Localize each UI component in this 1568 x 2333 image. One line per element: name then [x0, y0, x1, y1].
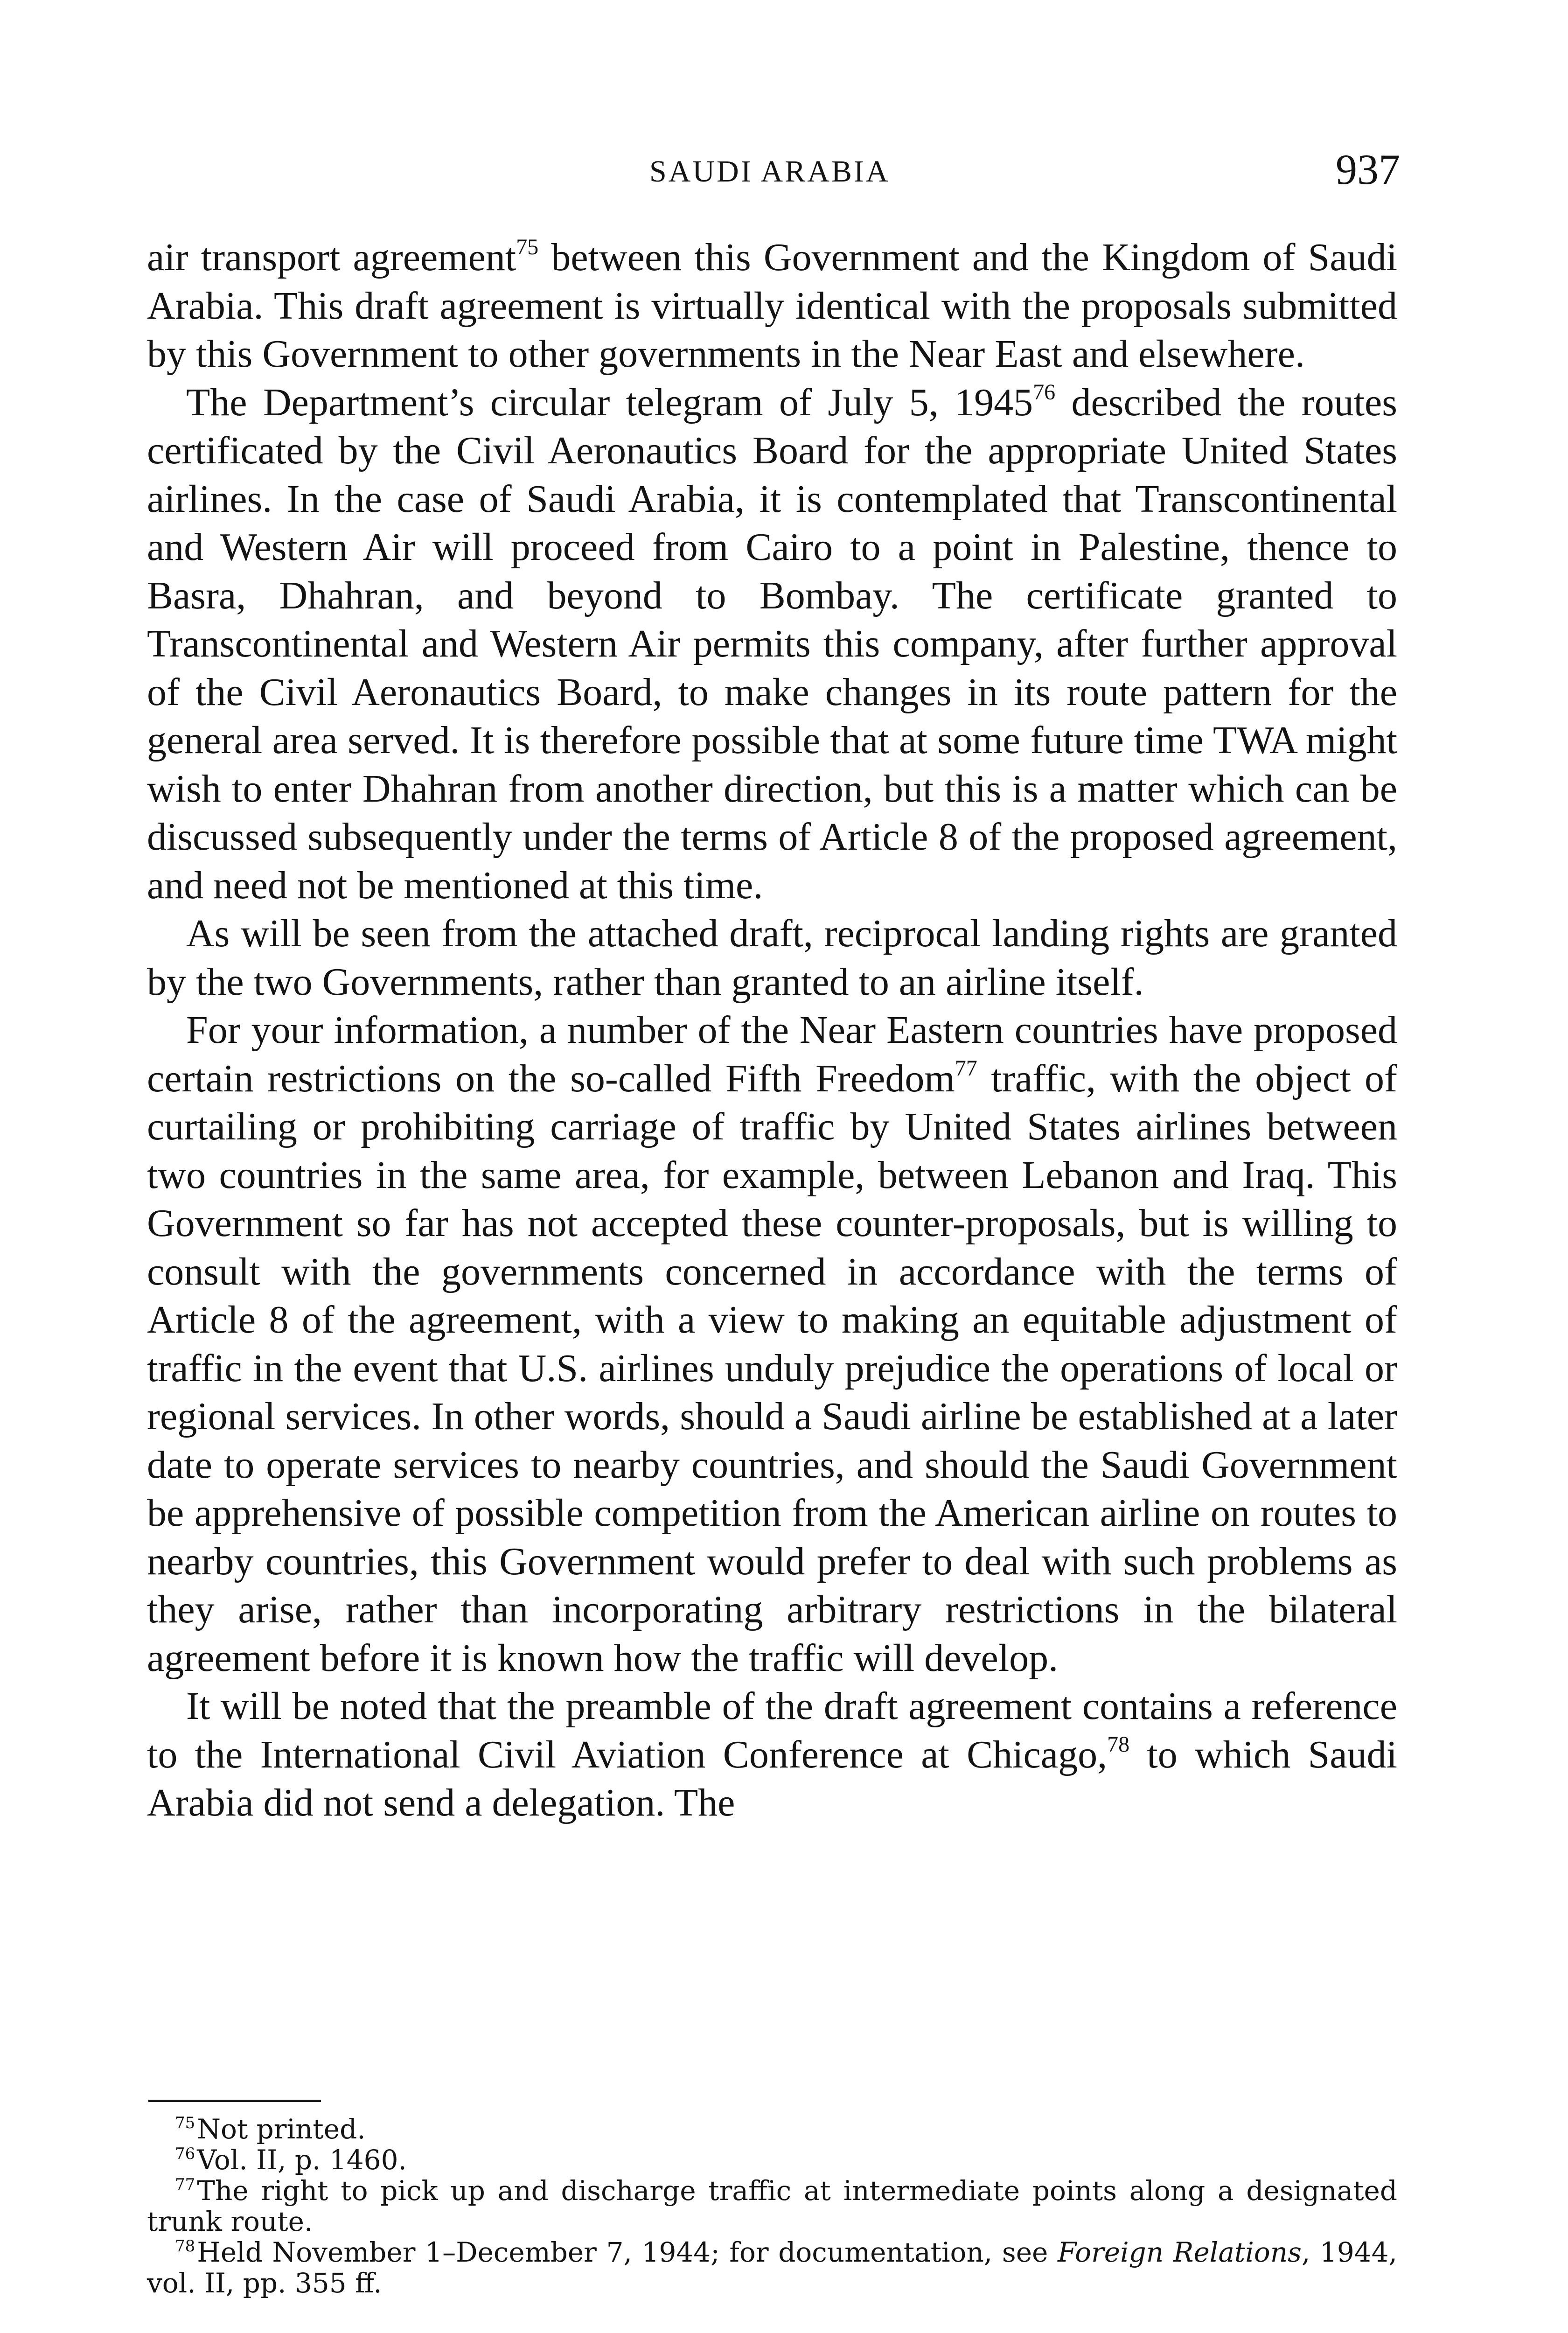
- paragraph-1-text-b: between this Government and the Kingdom of Saudi Arabia. This draft agreement is virtually identical with the proposals submitted by this Government to other governments in the Near East and elsewhere.: [147, 236, 1397, 376]
- footnote-text-a: Held November 1–December 7, 1944; for documentation, see: [197, 2236, 1058, 2268]
- paragraph-3-text: As will be seen from the attached draft, reciprocal landing rights are granted by the two Governments, rather than granted to an airline itself.: [147, 912, 1397, 1004]
- paragraph-4: [147, 1006, 1397, 1682]
- paragraph-1-text-a: air transport agreement: [147, 236, 516, 279]
- footnote-text-b: , 1944, vol. II, pp. 355 ff.: [147, 2236, 1397, 2299]
- paragraph-3: [147, 909, 1397, 1006]
- footnote-text-italic: Foreign Relations: [1058, 2236, 1302, 2268]
- paragraph-5: [147, 1682, 1397, 1827]
- footnote-ref-75: 75: [516, 235, 539, 259]
- footnote-ref-76: 76: [1033, 379, 1056, 405]
- paragraph-2-text-b: described the routes certificated by the Civil Aeronautics Board for the appropriate United States airlines. In the case of Saudi Arabia, it is contemplated that Transcontinental and Western Air will proceed from Cairo to a point in Palestine, thence to Basra, Dhahran, and beyond to Bombay. The certificate granted to Transcontinental and Western Air permits this company, after further approval of the Civil Aeronautics Board, to make changes in its route pattern for the general area served. It is therefore possible that at some future time TWA might wish to enter Dhahran from another direction, but this is a matter which can be discussed subsequently under the terms of Article 8 of the proposed agreement, and need not be mentioned at this time.: [147, 380, 1397, 907]
- footnote-text: Vol. II, p. 1460.: [197, 2144, 407, 2176]
- paragraph-2-text-a: The Department’s circular telegram of July 5, 1945: [186, 380, 1033, 424]
- paragraph-4-text-b: traffic, with the object of curtailing or prohibiting carriage of traffic by United States airlines between two countries in the same area, for example, between Lebanon and Iraq. This Government so far has not accepted these counter-proposals, but is willing to consult with the governments concerned in accordance with the terms of Article 8 of the agreement, with a view to making an equitable adjustment of traffic in the event that U.S. airlines unduly prejudice the operations of local or regional services. In other words, should a Saudi airline be established at a later date to operate services to nearby countries, and should the Saudi Government be apprehensive of possible competition from the American airline on routes to nearby countries, this Government would prefer to deal with such problems as they arise, rather than incorporating arbitrary restrictions in the bilateral agreement before it is known how the traffic will develop.: [147, 1056, 1397, 1680]
- paragraph-4-text-a: For your information, a number of the Near Eastern countries have proposed certain restrictions on the so-called Fifth Freedom: [147, 1008, 1397, 1100]
- footnote-76: 76Vol. II, p. 1460.: [175, 2144, 407, 2176]
- paragraph-2: [147, 378, 1397, 910]
- footnote-78: 78Held November 1–December 7, 1944; for documentation, see Foreign Relations, 1944, vol. II, pp. 355 ff.: [147, 2236, 1397, 2299]
- footnote-rule: [148, 2100, 321, 2102]
- paragraph-1: [147, 233, 1397, 378]
- paragraph-5-text-b: to which Saudi Arabia did not send a delegation. The: [147, 1732, 1397, 1824]
- footnote-75: 75Not printed.: [175, 2113, 366, 2145]
- footnote-77: 77The right to pick up and discharge traffic at intermediate points along a designated trunk route.: [147, 2175, 1397, 2237]
- footnotes: [147, 2114, 1397, 2298]
- paragraph-5-text-a: It will be noted that the preamble of the draft agreement contains a reference to the International Civil Aviation Conference at Chicago,: [147, 1684, 1397, 1776]
- running-title: SAUDI ARABIA: [649, 154, 890, 189]
- footnote-ref-77: 77: [955, 1055, 977, 1081]
- body-text: [147, 233, 1397, 1827]
- running-head: [0, 148, 1568, 195]
- page-number: 937: [1336, 146, 1400, 193]
- footnote-text: Not printed.: [197, 2113, 366, 2145]
- footnote-text: The right to pick up and discharge traffic at intermediate points along a designated trunk route.: [147, 2175, 1397, 2237]
- footnote-ref-78: 78: [1107, 1732, 1130, 1757]
